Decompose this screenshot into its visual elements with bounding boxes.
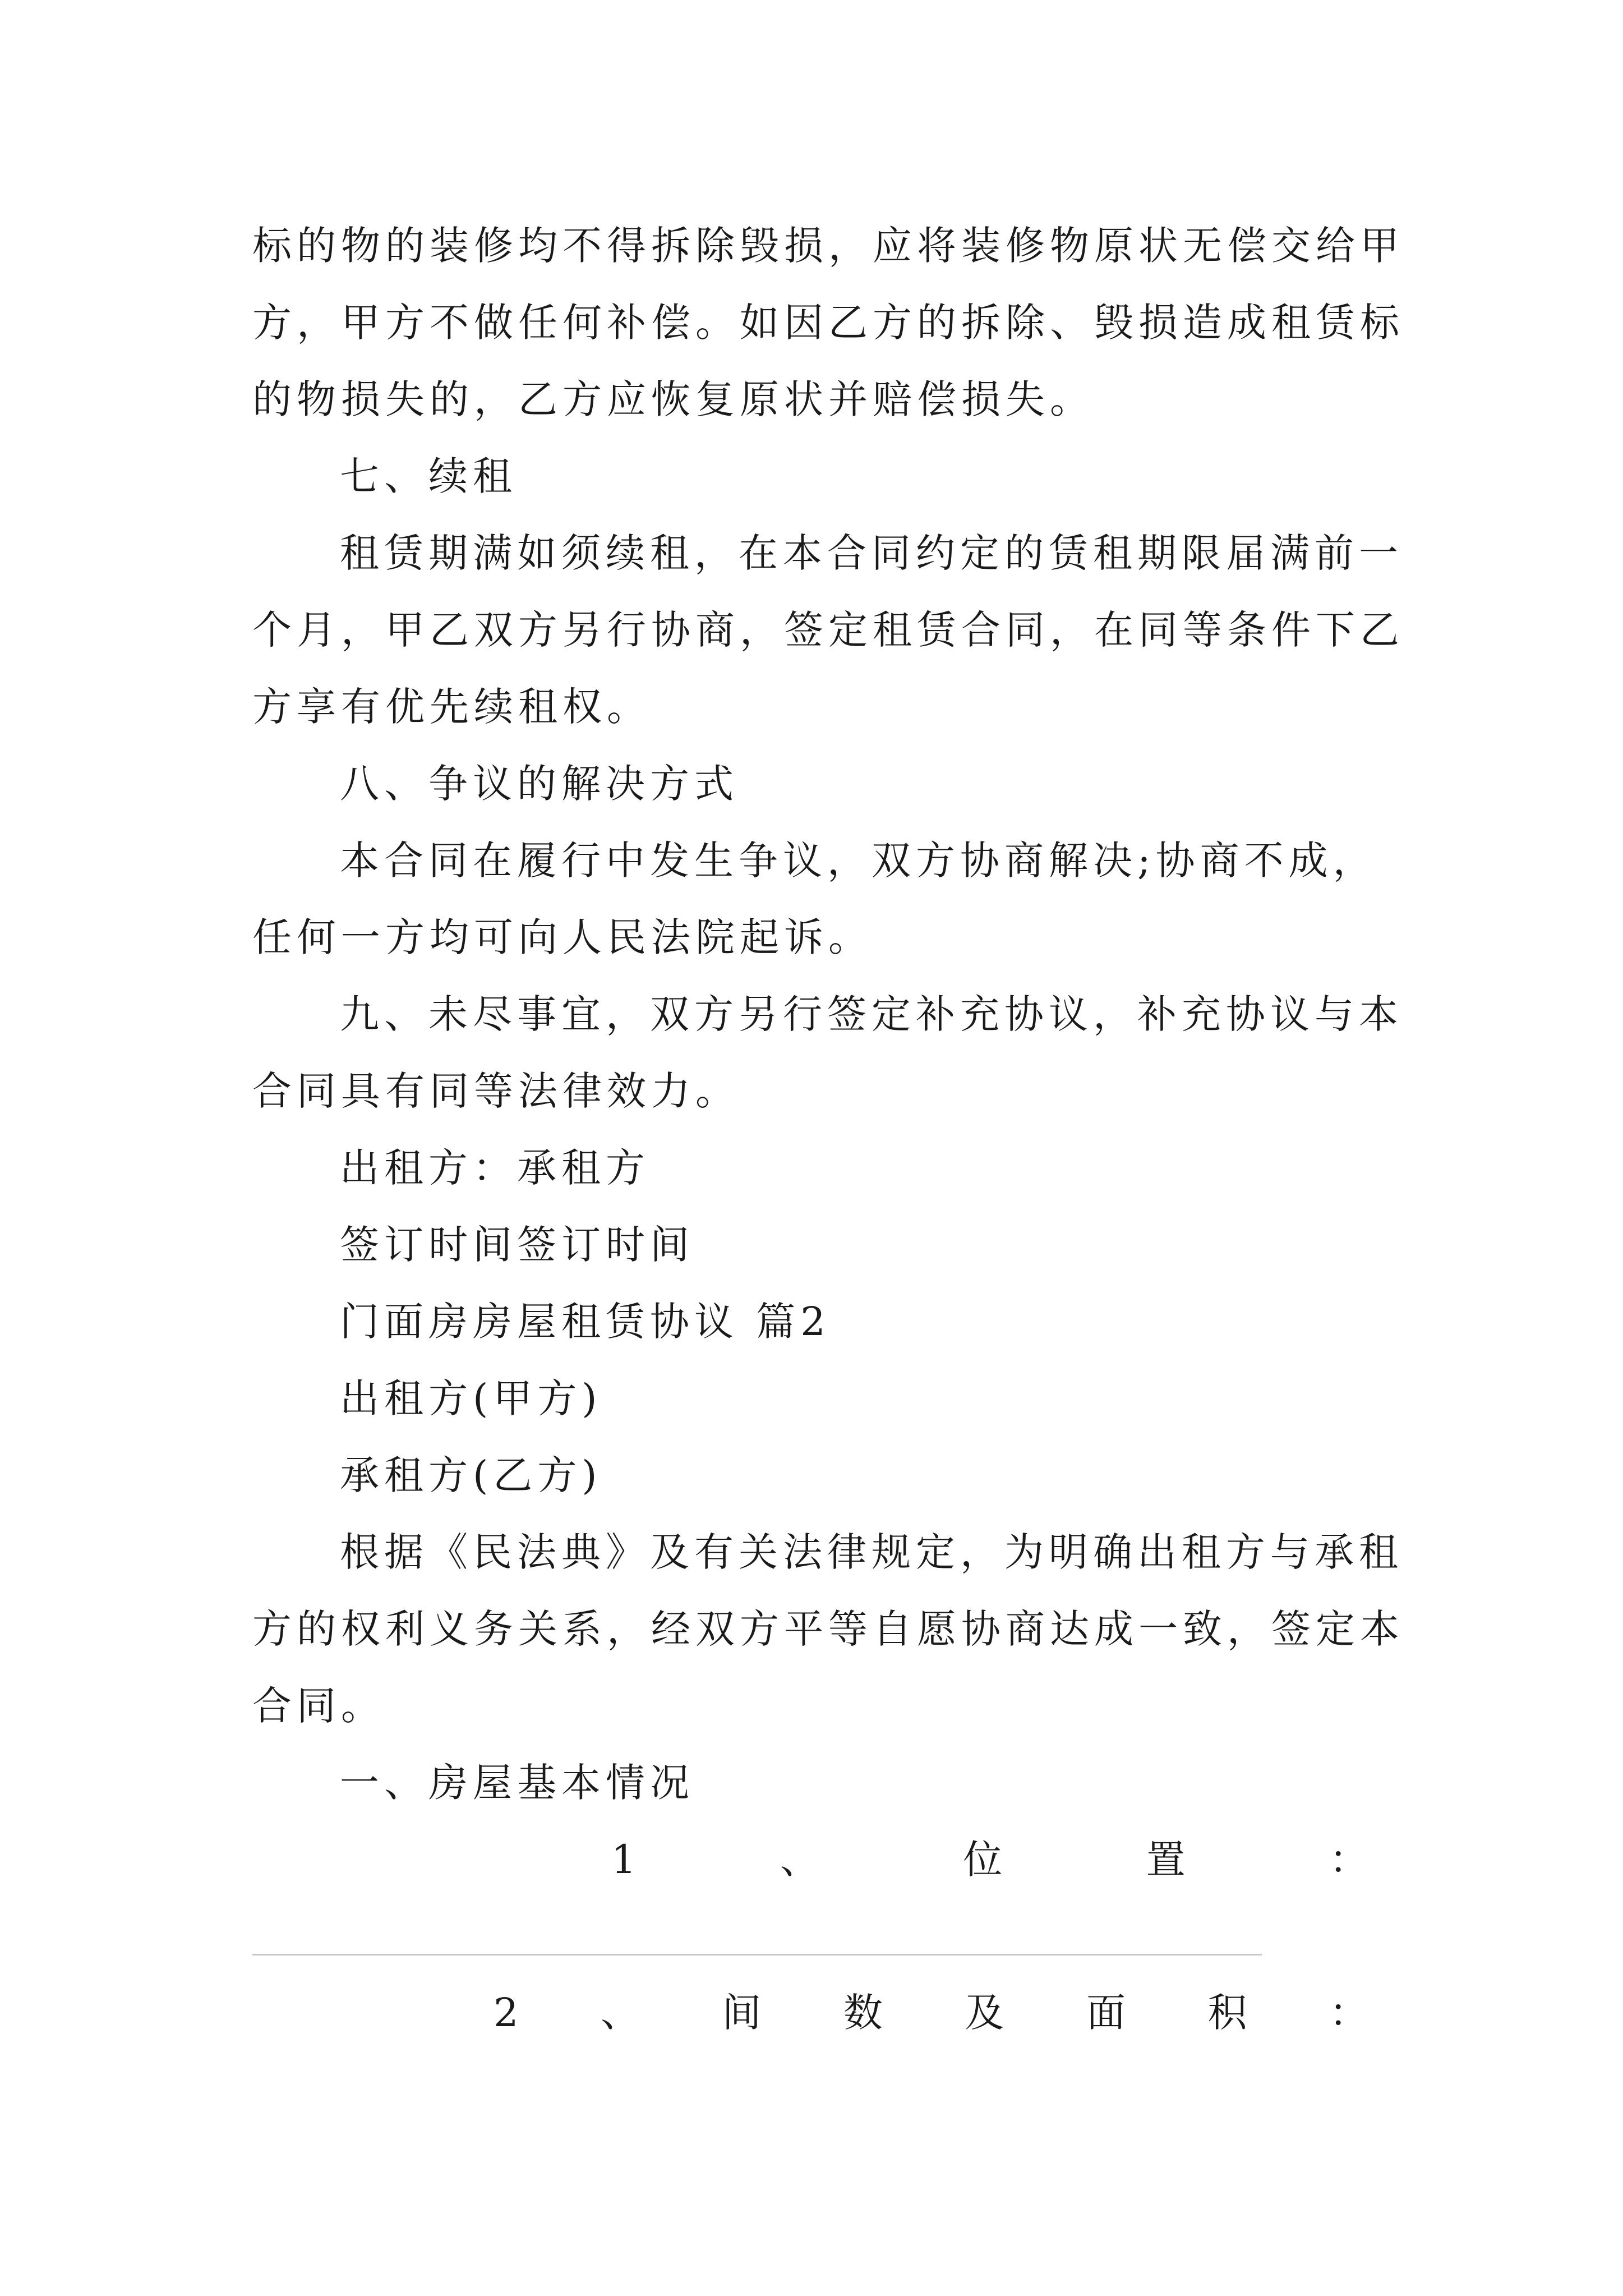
text-line: 租赁期满如须续租，在本合同约定的赁租期限届满前一 (340, 530, 1403, 576)
text-line: 方的权利义务关系，经双方平等自愿协商达成一致，签定本 (252, 1606, 1404, 1652)
item-char: ： (1329, 1990, 1368, 2036)
item-char: 置 (1146, 1837, 1186, 1883)
text-line: 九、未尽事宜，双方另行签定补充协议，补充协议与本 (340, 991, 1403, 1037)
text-line: 标的物的装修均不得拆除毁损，应将装修物原状无偿交给甲 (252, 223, 1404, 269)
text-line: 任何一方均可向人民法院起诉。 (252, 914, 873, 960)
item-char: 数 (843, 1990, 883, 2036)
item-rooms-area (252, 1985, 1368, 2041)
signature-parties: 出租方：承租方 (340, 1145, 650, 1191)
item-char: 、 (780, 1837, 819, 1883)
item-char: 及 (965, 1990, 1004, 2036)
item-char: 面 (1086, 1990, 1126, 2036)
text-line: 的物损失的，乙方应恢复原状并赔偿损失。 (252, 376, 1094, 422)
section-heading: 一、房屋基本情况 (340, 1760, 694, 1806)
item-char: 位 (963, 1837, 1003, 1883)
item-char: 、 (601, 1990, 640, 2036)
item-location (252, 1832, 1368, 1888)
item-char: ： (1329, 1837, 1368, 1883)
article-title: 门面房房屋租赁协议 篇2 (340, 1299, 831, 1345)
section-heading: 七、续租 (340, 453, 517, 499)
item-char: 间 (722, 1990, 762, 2036)
signature-dates: 签订时间签订时间 (340, 1222, 694, 1268)
item-char: 2 (494, 1990, 519, 2036)
lessee-label: 承租方(乙方) (340, 1452, 602, 1498)
fill-in-line (252, 1954, 1262, 1955)
item-char: 积 (1207, 1990, 1247, 2036)
text-line: 个月，甲乙双方另行协商，签定租赁合同，在同等条件下乙 (252, 607, 1404, 653)
lessor-label: 出租方(甲方) (340, 1375, 602, 1421)
text-line: 根据《民法典》及有关法律规定，为明确出租方与承租 (340, 1529, 1403, 1575)
text-line: 方，甲方不做任何补偿。如因乙方的拆除、毁损造成租赁标 (252, 300, 1404, 346)
section-heading: 八、争议的解决方式 (340, 761, 739, 807)
text-line: 合同。 (252, 1683, 385, 1729)
text-line: 合同具有同等法律效力。 (252, 1068, 740, 1114)
text-line: 本合同在履行中发生争议，双方协商解决;协商不成， (340, 838, 1377, 884)
text-line: 方享有优先续租权。 (252, 684, 651, 730)
item-char: 1 (611, 1837, 637, 1883)
